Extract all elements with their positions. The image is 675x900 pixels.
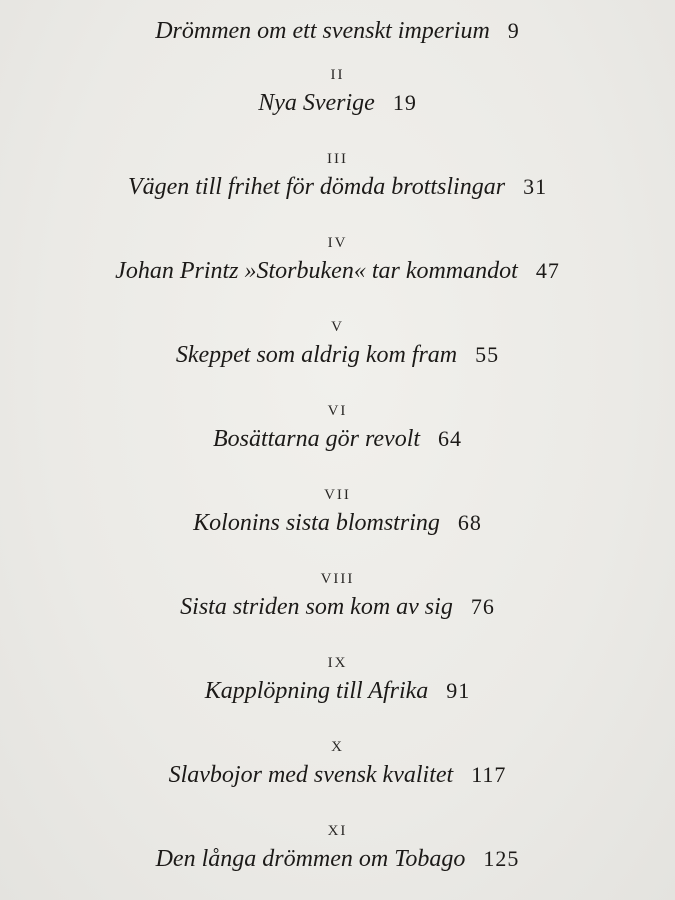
chapter-title: Skeppet som aldrig kom fram xyxy=(175,342,458,368)
chapter-numeral: VIII xyxy=(320,571,355,587)
toc-entry xyxy=(0,820,675,876)
toc-entry xyxy=(0,568,675,624)
chapter-numeral: III xyxy=(327,151,348,167)
chapter-title: Bosättarna gör revolt xyxy=(212,426,421,452)
chapter-page-number: 19 xyxy=(392,90,417,115)
chapter-numeral: IV xyxy=(327,235,348,251)
chapter-numeral: V xyxy=(331,319,344,335)
chapter-title: Sista striden som kom av sig xyxy=(180,594,453,620)
chapter-title: Drömmen om ett svenskt imperium xyxy=(155,18,490,44)
toc-entry xyxy=(0,400,675,456)
chapter-title: Slavbojor med svensk kvalitet xyxy=(168,762,454,788)
chapter-numeral: VII xyxy=(324,487,351,503)
toc-entry xyxy=(0,736,675,792)
toc-entry xyxy=(0,14,675,48)
chapter-page-number: 9 xyxy=(507,18,520,43)
chapter-page-number: 117 xyxy=(471,762,507,787)
chapter-numeral: IX xyxy=(327,655,348,671)
chapter-page-number: 76 xyxy=(470,594,495,619)
chapter-page-number: 55 xyxy=(475,342,500,367)
chapter-numeral: X xyxy=(331,739,344,755)
toc-entry xyxy=(0,64,675,120)
chapter-title: Nya Sverige xyxy=(258,90,375,116)
chapter-numeral: VI xyxy=(327,403,348,419)
toc-entry xyxy=(0,148,675,204)
chapter-title: Kapplöpning till Afrika xyxy=(204,678,429,704)
toc-entry xyxy=(0,484,675,540)
chapter-title: Kolonins sista blomstring xyxy=(193,510,440,536)
chapter-title: Johan Printz »Storbuken« tar kommandot xyxy=(115,258,518,284)
toc-entry xyxy=(0,232,675,288)
chapter-page-number: 68 xyxy=(457,510,482,535)
chapter-title: Vägen till frihet för dömda brottslingar xyxy=(127,174,506,200)
toc-entry xyxy=(0,316,675,372)
chapter-page-number: 64 xyxy=(438,426,463,451)
chapter-numeral: II xyxy=(330,67,345,83)
chapter-page-number: 47 xyxy=(535,258,560,283)
chapter-page-number: 31 xyxy=(523,174,548,199)
chapter-page-number: 91 xyxy=(446,678,471,703)
chapter-page-number: 125 xyxy=(483,846,520,871)
chapter-title: Den långa drömmen om Tobago xyxy=(155,846,466,872)
toc-entry xyxy=(0,652,675,708)
chapter-numeral: XI xyxy=(327,823,348,839)
